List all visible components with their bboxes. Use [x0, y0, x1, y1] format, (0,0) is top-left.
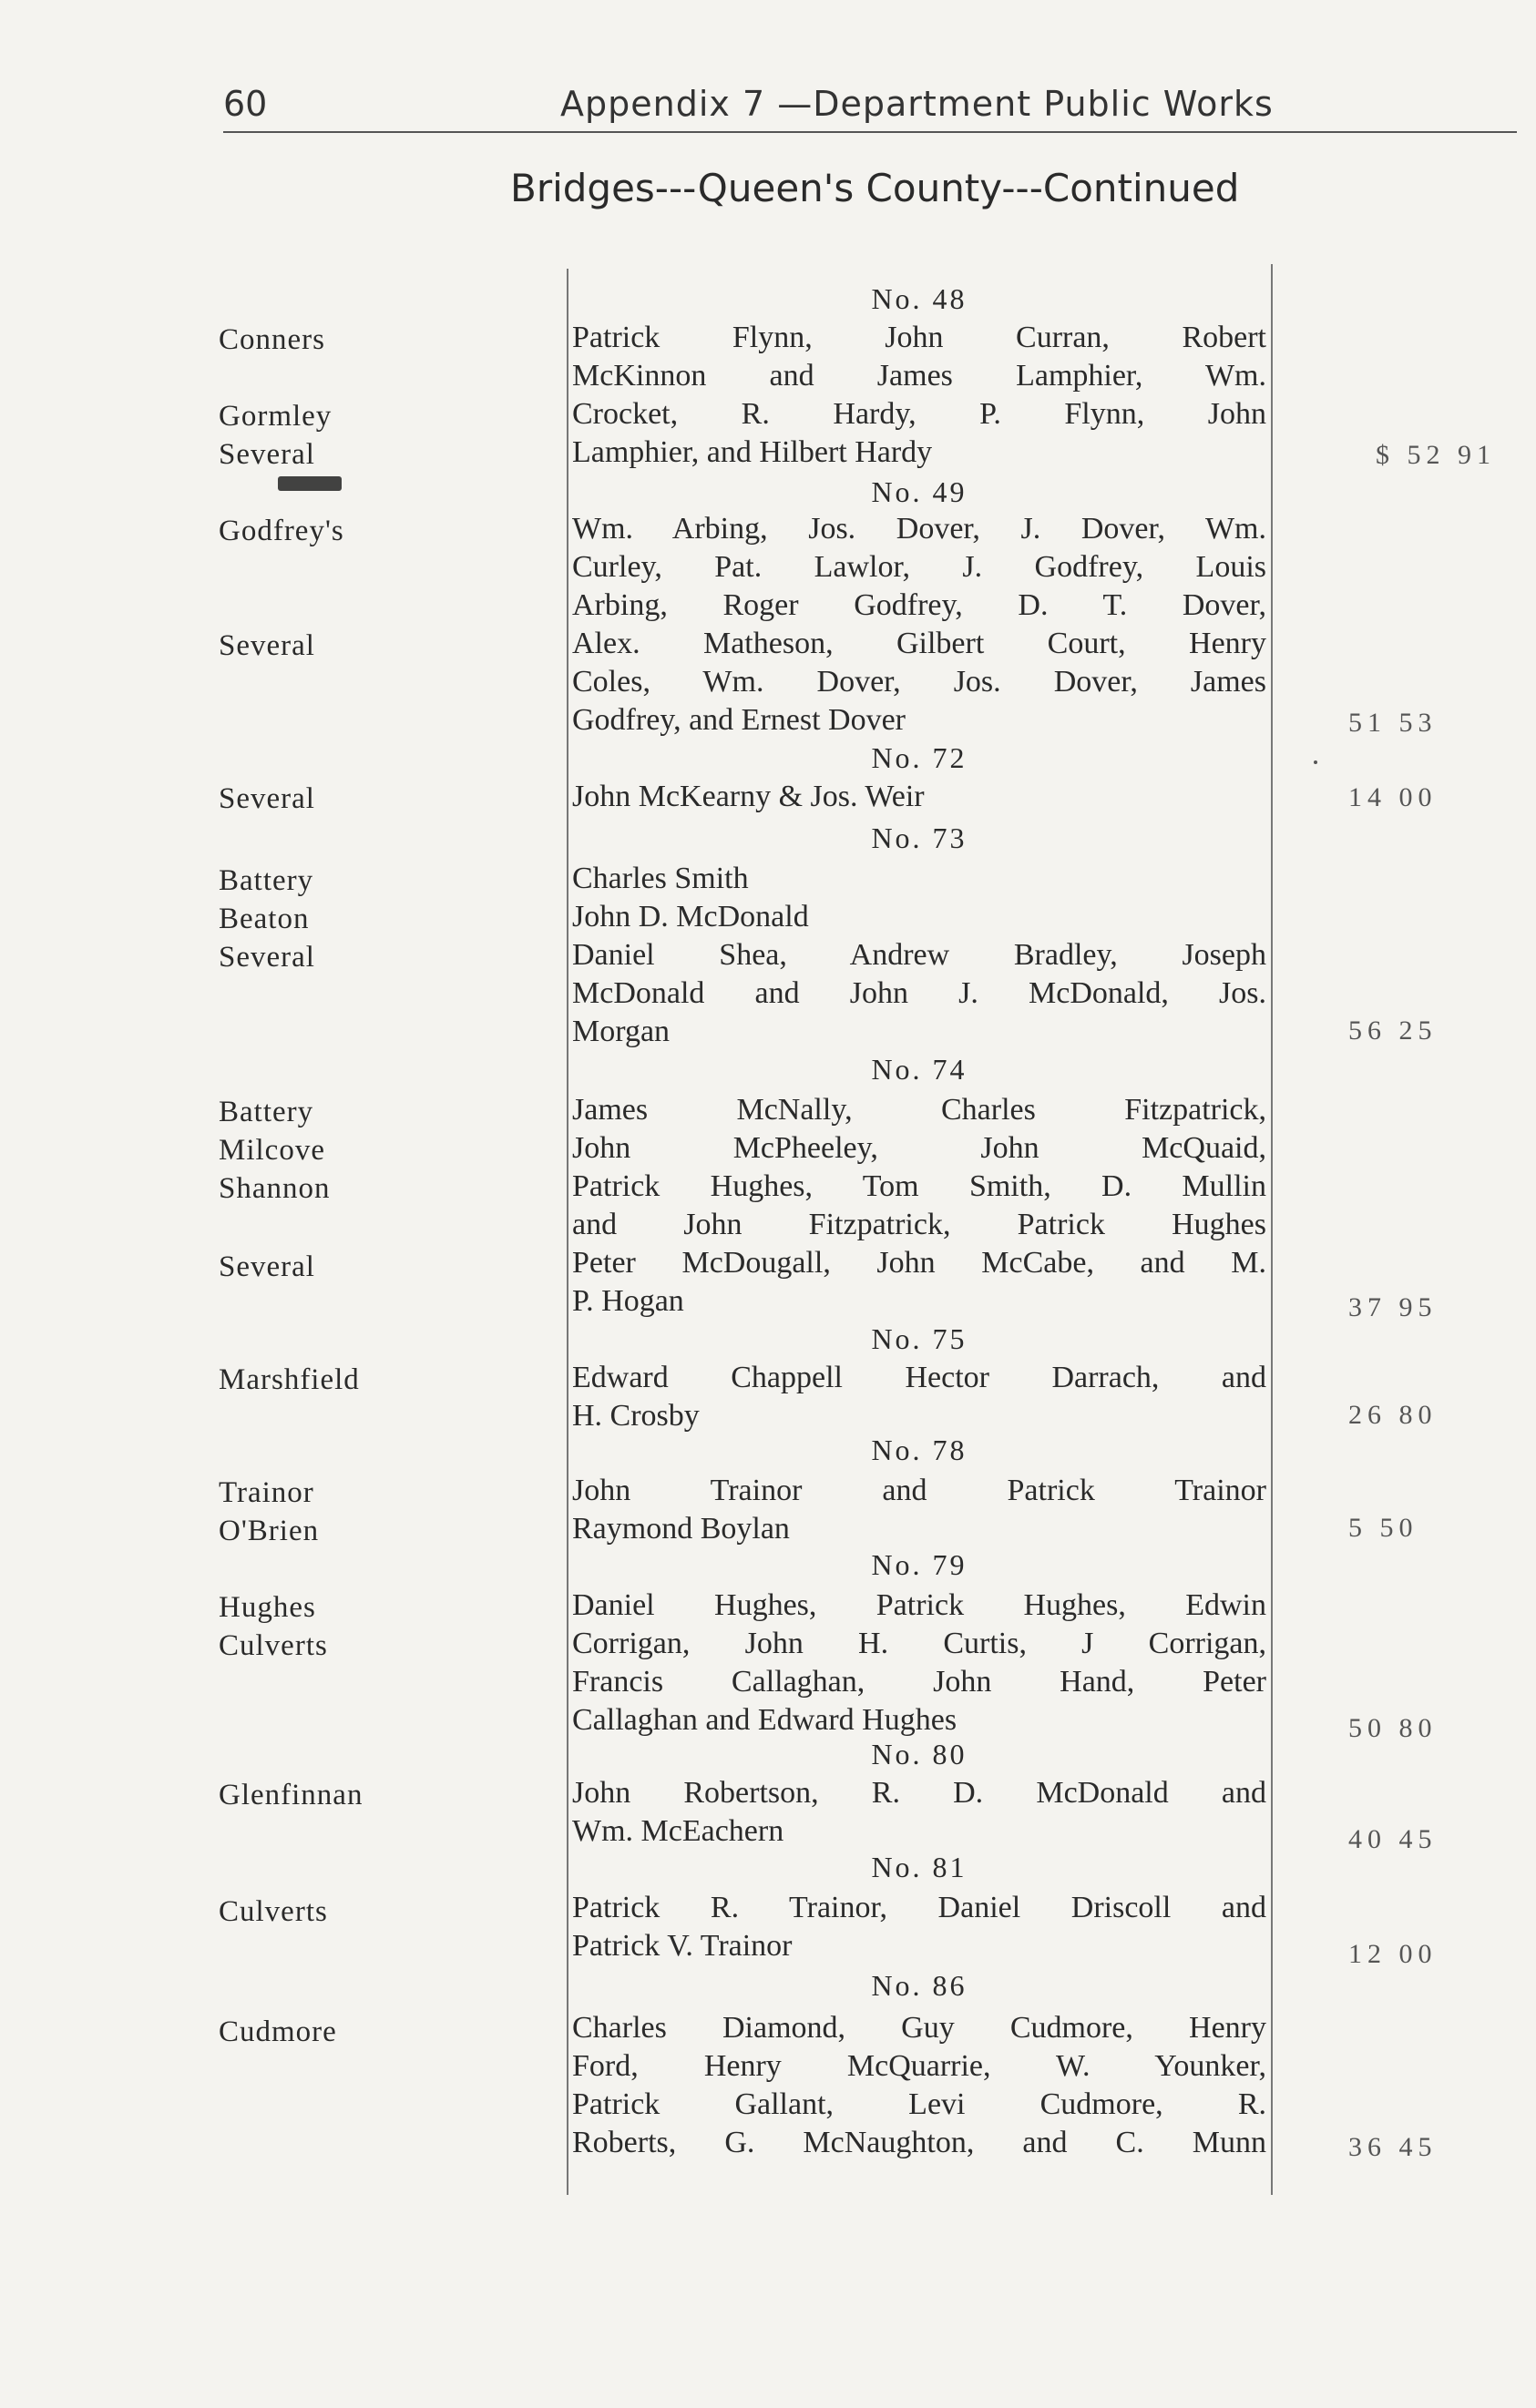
contract-number: No. 78	[871, 1434, 968, 1466]
contractor-line: John Robertson, R. D. McDonald and	[572, 1776, 1266, 1810]
place-name: Hughes	[219, 1591, 316, 1624]
amount: 50 80	[1348, 1713, 1438, 1743]
contractor-line: McDonald and John J. McDonald, Jos.	[572, 976, 1266, 1010]
contractor-line: P. Hogan	[572, 1284, 684, 1318]
amount: 37 95	[1348, 1292, 1438, 1322]
contract-number: No. 75	[871, 1322, 968, 1355]
contractor-line: Patrick Flynn, John Curran, Robert	[572, 321, 1266, 354]
contractor-line: James McNally, Charles Fitzpatrick,	[572, 1093, 1266, 1127]
contractor-line: Wm. McEachern	[572, 1814, 784, 1848]
amount: 14 00	[1348, 782, 1438, 812]
place-name: Marshfield	[219, 1363, 360, 1396]
contractor-line: John McKearny & Jos. Weir	[572, 780, 925, 813]
place-name: Glenfinnan	[219, 1779, 364, 1811]
contract-number: No. 79	[871, 1548, 968, 1581]
running-title: Appendix 7 —Department Public Works	[560, 84, 1274, 124]
place-name: Trainor	[219, 1476, 314, 1509]
place-name: Battery	[219, 1096, 314, 1128]
contractor-line: Wm. Arbing, Jos. Dover, J. Dover, Wm.	[572, 512, 1266, 546]
contractor-line: and John Fitzpatrick, Patrick Hughes	[572, 1208, 1266, 1241]
place-name: Several	[219, 782, 315, 815]
column-rule-left	[567, 269, 568, 2195]
contractor-line: Francis Callaghan, John Hand, Peter	[572, 1665, 1266, 1699]
contract-number: No. 48	[871, 282, 968, 315]
contractor-line: Crocket, R. Hardy, P. Flynn, John	[572, 397, 1266, 431]
contractor-line: Raymond Boylan	[572, 1512, 790, 1546]
contractor-line: Daniel Shea, Andrew Bradley, Joseph	[572, 938, 1266, 972]
ink-smudge	[278, 476, 342, 491]
amount: 26 80	[1348, 1400, 1438, 1430]
amount: 40 45	[1348, 1824, 1438, 1854]
page-header	[223, 84, 1517, 138]
place-name: Shannon	[219, 1172, 331, 1205]
amount: 5 50	[1348, 1513, 1418, 1543]
contract-number: No. 73	[871, 821, 968, 854]
place-name: Culverts	[219, 1895, 328, 1928]
place-name: Godfrey's	[219, 515, 344, 547]
page-number: 60	[223, 84, 268, 124]
contractor-line: Curley, Pat. Lawlor, J. Godfrey, Louis	[572, 550, 1266, 584]
contract-number: No. 74	[871, 1053, 968, 1086]
amount: 56 25	[1348, 1015, 1438, 1046]
contractor-line: Callaghan and Edward Hughes	[572, 1703, 957, 1737]
place-name: Cudmore	[219, 2015, 337, 2048]
place-name: Battery	[219, 864, 314, 897]
contractor-line: Alex. Matheson, Gilbert Court, Henry	[572, 627, 1266, 660]
contractor-line: Lamphier, and Hilbert Hardy	[572, 435, 933, 469]
amount: $ 52 91	[1376, 440, 1496, 470]
contractor-line: Daniel Hughes, Patrick Hughes, Edwin	[572, 1588, 1266, 1622]
contractor-line: H. Crosby	[572, 1399, 700, 1433]
amount: 12 00	[1348, 1939, 1438, 1969]
contractor-line: John D. McDonald	[572, 900, 809, 934]
amount: 51 53	[1348, 708, 1438, 738]
ink-speck	[1314, 760, 1317, 764]
contractor-line: Peter McDougall, John McCabe, and M.	[572, 1246, 1266, 1280]
contractor-line: Patrick Gallant, Levi Cudmore, R.	[572, 2087, 1266, 2121]
place-name: Several	[219, 438, 315, 471]
contractor-line: Charles Diamond, Guy Cudmore, Henry	[572, 2011, 1266, 2045]
place-name: Several	[219, 941, 315, 974]
contractor-line: Charles Smith	[572, 862, 749, 895]
contractor-line: Coles, Wm. Dover, Jos. Dover, James	[572, 665, 1266, 699]
place-name: Culverts	[219, 1629, 328, 1662]
contractor-line: Edward Chappell Hector Darrach, and	[572, 1361, 1266, 1394]
place-name: O'Brien	[219, 1515, 320, 1547]
contractor-line: Roberts, G. McNaughton, and C. Munn	[572, 2126, 1266, 2159]
contractor-line: Morgan	[572, 1015, 671, 1048]
place-name: Beaton	[219, 903, 310, 935]
contract-number: No. 49	[871, 475, 968, 508]
place-name: Gormley	[219, 400, 333, 433]
contractor-line: Godfrey, and Ernest Dover	[572, 703, 906, 737]
contractor-line: Patrick V. Trainor	[572, 1929, 793, 1963]
contract-number: No. 80	[871, 1738, 968, 1770]
place-name: Conners	[219, 323, 325, 356]
section-title: Bridges---Queen's County---Continued	[510, 166, 1240, 210]
contractor-line: McKinnon and James Lamphier, Wm.	[572, 359, 1266, 393]
header-rule	[223, 131, 1517, 133]
place-name: Several	[219, 629, 315, 662]
place-name: Milcove	[219, 1134, 325, 1167]
contractor-line: Corrigan, John H. Curtis, J Corrigan,	[572, 1627, 1266, 1660]
contractor-line: Patrick R. Trainor, Daniel Driscoll and	[572, 1891, 1266, 1924]
contractor-line: Patrick Hughes, Tom Smith, D. Mullin	[572, 1169, 1266, 1203]
contract-number: No. 81	[871, 1851, 968, 1883]
contract-number: No. 72	[871, 741, 968, 774]
contractor-line: Arbing, Roger Godfrey, D. T. Dover,	[572, 588, 1266, 622]
contractor-line: John Trainor and Patrick Trainor	[572, 1474, 1266, 1507]
column-rule-right	[1271, 264, 1273, 2195]
place-name: Several	[219, 1250, 315, 1283]
contractor-line: Ford, Henry McQuarrie, W. Younker,	[572, 2049, 1266, 2083]
contract-number: No. 86	[871, 1969, 968, 2002]
amount: 36 45	[1348, 2132, 1438, 2162]
contractor-line: John McPheeley, John McQuaid,	[572, 1131, 1266, 1165]
